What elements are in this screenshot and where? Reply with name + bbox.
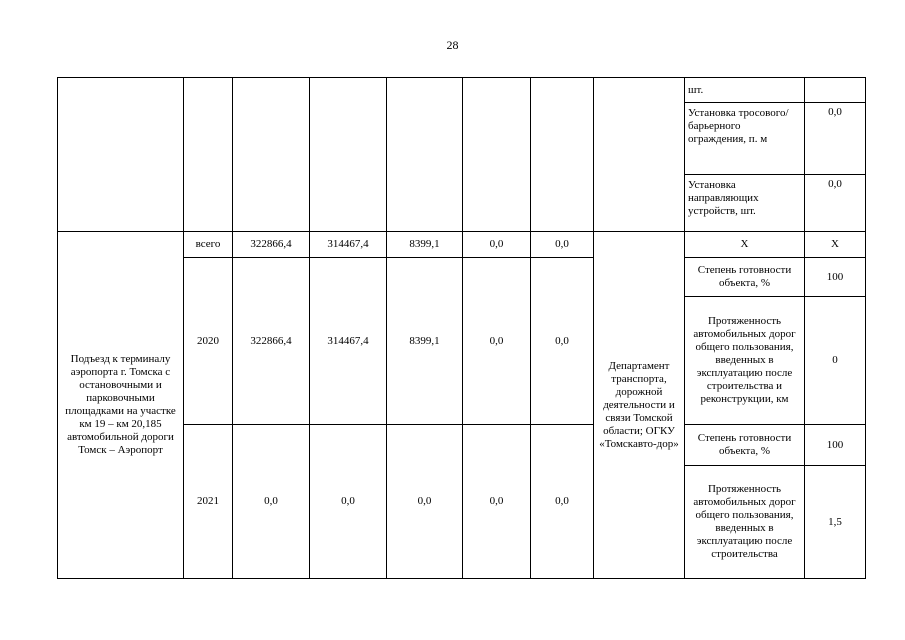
value-cell: 0,0	[805, 175, 866, 232]
empty-cell	[387, 78, 463, 232]
indicator-cell: Установка направляющих устройств, шт.	[685, 175, 805, 232]
indicator-cell: шт.	[685, 78, 805, 103]
amount-cell: 0,0	[531, 232, 594, 258]
amount-cell: 0,0	[463, 232, 531, 258]
value-cell: 0	[805, 297, 866, 425]
amount-cell: 322866,4	[233, 258, 310, 425]
indicator-cell: Степень готовности объекта, %	[685, 425, 805, 466]
value-cell: 0,0	[805, 103, 866, 175]
period-cell: 2021	[184, 425, 233, 579]
indicator-cell: Степень готовности объекта, %	[685, 258, 805, 297]
program-table	[57, 77, 866, 579]
amount-cell: 0,0	[233, 425, 310, 579]
page-number: 28	[446, 38, 459, 52]
amount-cell: 0,0	[463, 425, 531, 579]
amount-cell: 0,0	[531, 425, 594, 579]
empty-cell	[233, 78, 310, 232]
amount-cell: 0,0	[531, 258, 594, 425]
empty-cell	[58, 78, 184, 232]
value-cell: Х	[805, 232, 866, 258]
amount-cell: 0,0	[387, 425, 463, 579]
indicator-cell: Протяженность автомобильных дорог общего пользования, введенных в эксплуатацию после строительства и реконструкции, км	[685, 297, 805, 425]
amount-cell: 8399,1	[387, 232, 463, 258]
indicator-cell: Установка тросового/ барьерного ограждения, п. м	[685, 103, 805, 175]
period-cell: всего	[184, 232, 233, 258]
empty-cell	[463, 78, 531, 232]
empty-cell	[594, 78, 685, 232]
object-name-cell: Подъезд к терминалу аэропорта г. Томска с остановочными и парковочными площадками на участке км 19 – км 20,185 автомобильной дороги Томск – Аэропорт	[58, 232, 184, 579]
indicator-cell: Протяженность автомобильных дорог общего пользования, введенных в эксплуатацию после строительства	[685, 466, 805, 579]
value-cell: 100	[805, 425, 866, 466]
empty-cell	[531, 78, 594, 232]
amount-cell: 314467,4	[310, 232, 387, 258]
amount-cell: 314467,4	[310, 258, 387, 425]
table-row	[58, 78, 866, 103]
amount-cell: 322866,4	[233, 232, 310, 258]
executor-cell: Департамент транспорта, дорожной деятельности и связи Томской области; ОГКУ «Томскавто-дор»	[594, 232, 685, 579]
empty-cell	[310, 78, 387, 232]
amount-cell: 0,0	[310, 425, 387, 579]
amount-cell: 8399,1	[387, 258, 463, 425]
indicator-cell: Х	[685, 232, 805, 258]
period-cell: 2020	[184, 258, 233, 425]
value-cell: 100	[805, 258, 866, 297]
value-cell	[805, 78, 866, 103]
empty-cell	[184, 78, 233, 232]
amount-cell: 0,0	[463, 258, 531, 425]
value-cell: 1,5	[805, 466, 866, 579]
table-row-total	[58, 232, 866, 258]
